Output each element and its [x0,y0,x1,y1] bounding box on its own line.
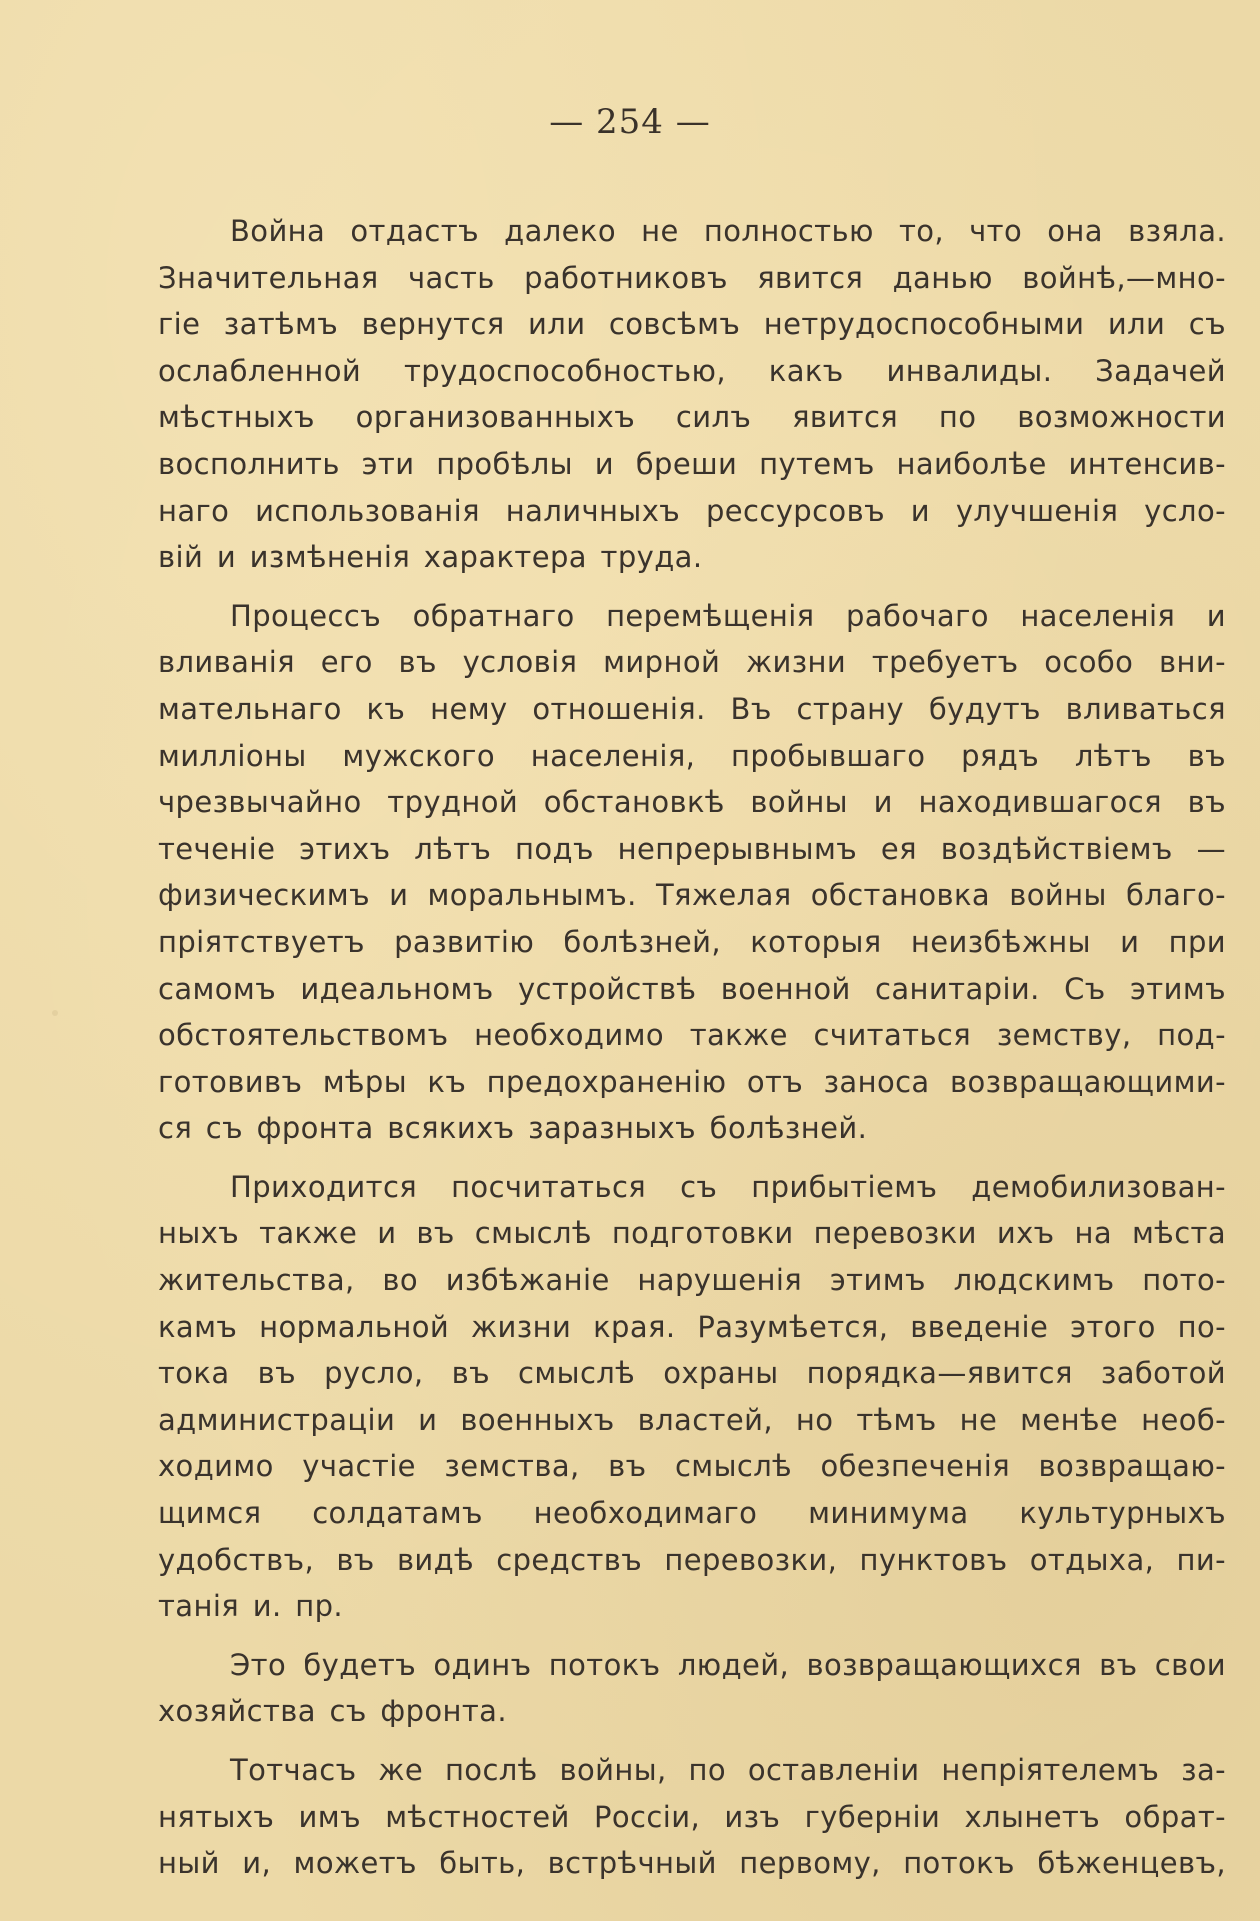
text-body [158,208,1226,1899]
text-line: вій и измѣненія характера труда. [158,540,703,575]
text-line: ся съ фронта всякихъ заразныхъ болѣзней. [158,1111,868,1146]
text-line: Это будетъ одинъ потокъ людей, возвращающихся въ свои [230,1647,1226,1682]
text-line: удобствъ, въ видѣ средствъ перевозки, пунктовъ отдыха, пи- [158,1542,1226,1577]
text-line: танія и. пр. [158,1589,344,1624]
text-line: вливанія его въ условія мирной жизни требуетъ особо вни- [158,645,1226,680]
text-line: тока въ русло, въ смыслѣ охраны порядка—явится заботой [158,1356,1226,1391]
text-line: Приходится посчитаться съ прибытіемъ демобилизован- [230,1169,1226,1204]
text-line: мѣстныхъ организованныхъ силъ явится по возможности [158,400,1226,435]
text-line: ходимо участіе земства, въ смыслѣ обезпеченія возвращаю- [158,1449,1226,1484]
text-line: обстоятельствомъ необходимо также считаться земству, под- [158,1018,1226,1053]
text-line: Война отдастъ далеко не полностью то, что она взяла. [230,214,1226,248]
text-line: хозяйства съ фронта. [158,1694,507,1729]
paper-spot [52,1010,58,1016]
text-line: нятыхъ имъ мѣстностей Россіи, изъ губерніи хлынетъ обрат- [158,1799,1226,1834]
text-line: гіе затѣмъ вернутся или совсѣмъ нетрудоспособными или съ [158,307,1226,342]
paragraph-1 [158,208,1226,581]
text-line: чрезвычайно трудной обстановкѣ войны и находившагося въ [158,785,1226,820]
paragraph-4 [158,1642,1226,1735]
paragraph-2 [158,593,1226,1152]
text-line: Процессъ обратнаго перемѣщенія рабочаго населенія и [230,598,1226,633]
text-line: щимся солдатамъ необходимаго минимума культурныхъ [158,1496,1226,1531]
text-line: жительства, во избѣжаніе нарушенія этимъ людскимъ пото- [158,1263,1226,1298]
text-line: камъ нормальной жизни края. Разумѣется, введеніе этого по- [158,1309,1226,1344]
text-line: мательнаго къ нему отношенія. Въ страну будутъ вливаться [158,691,1226,726]
text-line: физическимъ и моральнымъ. Тяжелая обстановка войны благо- [158,878,1226,913]
text-line: милліоны мужского населенія, пробывшаго рядъ лѣтъ въ [158,738,1226,773]
paragraph-5 [158,1747,1226,1887]
text-line: теченіе этихъ лѣтъ подъ непрерывнымъ ея воздѣйствіемъ — [158,831,1226,866]
text-line: Значительная часть работниковъ явится данью войнѣ,—мно- [158,260,1226,295]
text-line: ослабленной трудоспособностью, какъ инвалиды. Задачей [158,353,1226,388]
page-number: — 254 — [549,102,711,142]
text-line: самомъ идеальномъ устройствѣ военной санитаріи. Съ этимъ [158,971,1226,1006]
text-line: Тотчасъ же послѣ войны, по оставленіи непріятелемъ за- [230,1753,1226,1787]
text-line: администраціи и военныхъ властей, но тѣмъ не менѣе необ- [158,1402,1226,1437]
text-line: восполнить эти пробѣлы и бреши путемъ наиболѣе интенсив- [158,446,1226,481]
text-line: готовивъ мѣры къ предохраненію отъ заноса возвращающими- [158,1064,1226,1099]
text-line: наго использованія наличныхъ рессурсовъ и улучшенія усло- [158,493,1226,528]
text-line: ный и, можетъ быть, встрѣчный первому, потокъ бѣженцевъ, [158,1846,1226,1881]
text-line: ныхъ также и въ смыслѣ подготовки перевозки ихъ на мѣста [158,1216,1226,1251]
paragraph-3 [158,1164,1226,1630]
text-line: пріятствуетъ развитію болѣзней, которыя неизбѣжны и при [158,924,1226,959]
